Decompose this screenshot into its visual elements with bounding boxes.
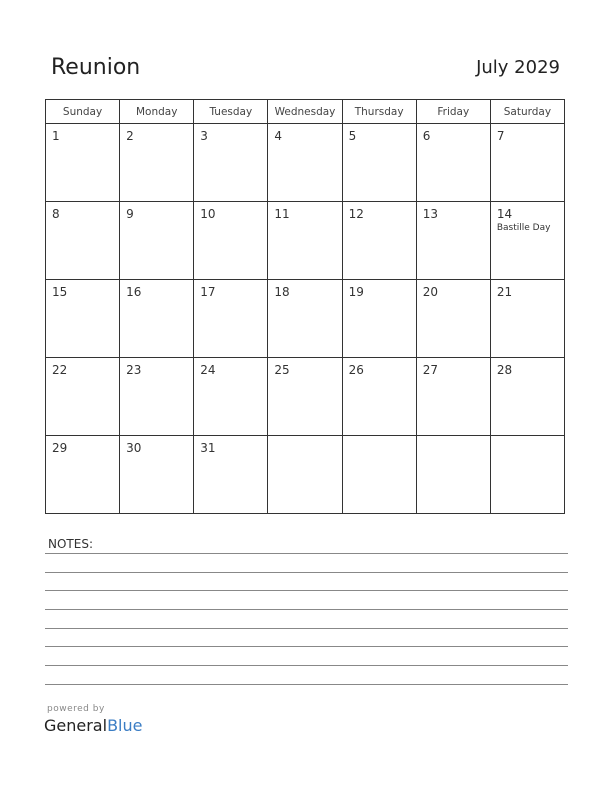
- calendar-day-cell: [194, 436, 268, 514]
- day-number: 11: [274, 207, 290, 221]
- calendar-day-cell: [416, 358, 490, 436]
- note-line: [45, 646, 568, 647]
- note-line: [45, 609, 568, 610]
- calendar-day-cell: [416, 202, 490, 280]
- day-number: 22: [52, 363, 68, 377]
- day-number: 20: [422, 285, 438, 299]
- note-line: [45, 553, 568, 554]
- note-line: [45, 665, 568, 666]
- calendar-day-cell: [416, 124, 490, 202]
- weekday-header-row: [46, 100, 565, 124]
- day-number: 3: [200, 129, 208, 143]
- note-line: [45, 684, 568, 685]
- note-line: [45, 572, 568, 573]
- day-number: 24: [200, 363, 216, 377]
- calendar-day-cell: [342, 280, 416, 358]
- holiday-label: Bastille Day: [496, 223, 551, 233]
- weekday-header: Wednesday: [268, 100, 342, 124]
- day-number: 21: [496, 285, 513, 299]
- day-number: 19: [348, 285, 364, 299]
- calendar-country-title: Reunion: [51, 55, 141, 80]
- calendar-day-cell: [268, 280, 342, 358]
- day-number: 10: [200, 207, 216, 221]
- calendar-day-cell: [342, 358, 416, 436]
- day-number: 28: [496, 363, 513, 377]
- calendar-day-cell: [268, 358, 342, 436]
- day-number: 16: [126, 285, 142, 299]
- calendar-week-row: [46, 124, 565, 202]
- day-number: 8: [52, 207, 60, 221]
- calendar-day-cell: [490, 280, 564, 358]
- day-number: 6: [422, 129, 431, 143]
- calendar-day-cell: [46, 436, 120, 514]
- calendar-day-cell: [490, 202, 564, 280]
- calendar-day-cell: [120, 124, 194, 202]
- calendar-day-cell: [46, 124, 120, 202]
- note-line: [45, 628, 568, 629]
- calendar-grid: [45, 99, 565, 514]
- calendar-day-cell: [416, 280, 490, 358]
- day-number: 15: [52, 285, 68, 299]
- calendar-day-cell: [194, 124, 268, 202]
- calendar-day-cell: [416, 436, 490, 514]
- weekday-header: Sunday: [46, 100, 120, 124]
- calendar-day-cell: [120, 358, 194, 436]
- calendar-week-row: [46, 280, 565, 358]
- calendar-day-cell: [194, 202, 268, 280]
- day-number: 7: [496, 129, 505, 143]
- day-number: 29: [52, 441, 68, 455]
- calendar-day-cell: [268, 202, 342, 280]
- calendar-day-cell: [46, 202, 120, 280]
- day-number: 9: [126, 207, 134, 221]
- calendar-week-row: [46, 358, 565, 436]
- day-number: 13: [422, 207, 438, 221]
- day-number: 1: [52, 129, 60, 143]
- weekday-header: Thursday: [342, 100, 416, 124]
- weekday-header: Monday: [120, 100, 194, 124]
- calendar-day-cell: [490, 436, 564, 514]
- day-number: 12: [348, 207, 364, 221]
- calendar-day-cell: [120, 436, 194, 514]
- day-number: 4: [274, 129, 283, 143]
- calendar-week-row: [46, 436, 565, 514]
- calendar-day-cell: [268, 436, 342, 514]
- calendar-day-cell: [194, 280, 268, 358]
- calendar-week-row: [46, 202, 565, 280]
- calendar-day-cell: [268, 124, 342, 202]
- brand-general-text: General: [44, 716, 108, 735]
- day-number: 18: [274, 285, 290, 299]
- day-number: 27: [422, 363, 438, 377]
- calendar-day-cell: [46, 280, 120, 358]
- calendar-month-title: July 2029: [476, 57, 560, 78]
- day-number: 25: [274, 363, 290, 377]
- calendar-day-cell: [490, 124, 564, 202]
- brand-blue-text: Blue: [107, 716, 143, 735]
- day-number: 23: [126, 363, 142, 377]
- day-number: 17: [200, 285, 216, 299]
- day-number: 30: [126, 441, 142, 455]
- notes-label: NOTES:: [48, 537, 93, 551]
- day-number: 5: [348, 129, 357, 143]
- calendar-day-cell: [194, 358, 268, 436]
- note-line: [45, 590, 568, 591]
- calendar-day-cell: [342, 202, 416, 280]
- calendar-day-cell: [46, 358, 120, 436]
- calendar-day-cell: [120, 202, 194, 280]
- calendar-day-cell: [490, 358, 564, 436]
- day-number: 2: [126, 129, 134, 143]
- calendar-day-cell: [342, 124, 416, 202]
- powered-by-text: powered by: [47, 704, 105, 714]
- calendar-day-cell: [342, 436, 416, 514]
- weekday-header: Friday: [416, 100, 490, 124]
- day-number: 31: [200, 441, 216, 455]
- weekday-header: Saturday: [490, 100, 564, 124]
- weekday-header: Tuesday: [194, 100, 268, 124]
- day-number: 26: [348, 363, 364, 377]
- calendar-day-cell: [120, 280, 194, 358]
- generalblue-logo: [44, 716, 142, 735]
- day-number: 14: [496, 207, 513, 221]
